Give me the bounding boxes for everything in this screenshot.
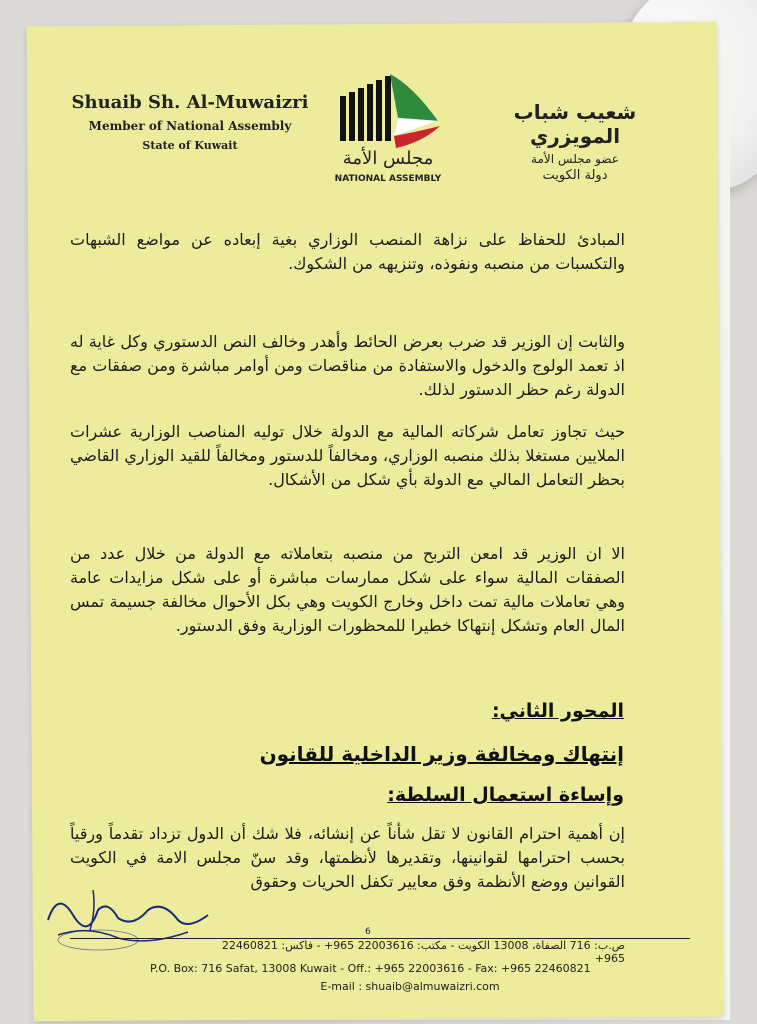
- footer-address-ar: ص.ب: 716 الصفاة، 13008 الكويت - مكتب: 22003616 965+ - فاكس: 22460821 965+: [221, 939, 625, 965]
- letterhead-english: [60, 92, 320, 152]
- member-title-ar: عضو مجلس الأمة: [531, 152, 619, 166]
- paragraph-2: والثابت إن الوزير قد ضرب بعرض الحائط وأهدر وخالف النص الدستوري وكل غاية له اذ تعمد الولوج والدخول والاستفادة من مناقصات ومن أوامر مباشرة ومن صفقات مع الدولة رغم حظر الدستور لذلك.: [70, 332, 625, 399]
- paragraph-5: إن أهمية احترام القانون لا تقل شأناً عن إنشائه، فلا شك أن الدول تزداد تقدماً ورقياً بحسب احترامها لقوانينها، وتقديرها لأنظمتها، وقد سنّ مجلس الامة في الكويت القوانين ووضع الأنظمة وفق معايير تكفل الحريات وحقوق: [70, 824, 625, 891]
- axis-heading: المحور الثاني:: [491, 700, 624, 722]
- paragraph-4: الا ان الوزير قد امعن التربح من منصبه بتعاملاته مع الدولة من خلال عدد من الصفقات المالية سواء على شكل ممارسات مباشرة أو على شكل مزايدات عامة وهي تعاملات مالية تمت داخل وخارج الكويت وهي بكل الأحوال مخالفة جسيمة تمس المال العام وتشكل إنتهاكا خطيرا للمحظورات الوزارية وفق الدستور.: [70, 544, 625, 635]
- state-en: State of Kuwait: [142, 139, 238, 152]
- member-name-ar: شعيب شباب المويزري: [513, 100, 637, 148]
- logo-arabic-text: مجلس الأمة: [342, 148, 434, 169]
- member-name-en: Shuaib Sh. Al-Muwaizri: [71, 92, 309, 113]
- assembly-emblem-icon: [328, 66, 458, 151]
- footer-email: E-mail : shuaib@almuwaizri.com: [320, 980, 500, 993]
- footer-address-en: P.O. Box: 716 Safat, 13008 Kuwait - Off.: +965 22003616 - Fax: +965 22460821: [150, 962, 591, 975]
- member-title-en: Member of National Assembly: [88, 119, 292, 133]
- axis-subtitle: وإساءة استعمال السلطة:: [387, 784, 624, 806]
- paragraph-1: المبادئ للحفاظ على نزاهة المنصب الوزاري بغية إبعاده عن مواضع الشبهات والتكسبات من منصبه ونفوذه، وتنزيهه من الشكوك.: [70, 230, 625, 273]
- paragraph-3: حيث تجاوز تعامل شركاته المالية مع الدولة خلال توليه المناصب الوزارية عشرات الملايين مستغلا بذلك منصبه الوزاري، ومخالفاً للدستور ومخالفاً للقيد الوزاري القاضي بحظر التعامل المالي مع الدولة بأي شكل من الأشكال.: [70, 422, 625, 489]
- axis-title: إنتهاك ومخالفة وزير الداخلية للقانون: [259, 742, 624, 766]
- signature-stamp-icon: [38, 880, 218, 960]
- page-number: 6: [365, 927, 371, 937]
- national-assembly-logo: [328, 66, 458, 196]
- state-ar: دولة الكويت: [542, 168, 608, 183]
- letterhead-arabic: [475, 100, 675, 183]
- logo-english-text: NATIONAL ASSEMBLY: [334, 174, 442, 184]
